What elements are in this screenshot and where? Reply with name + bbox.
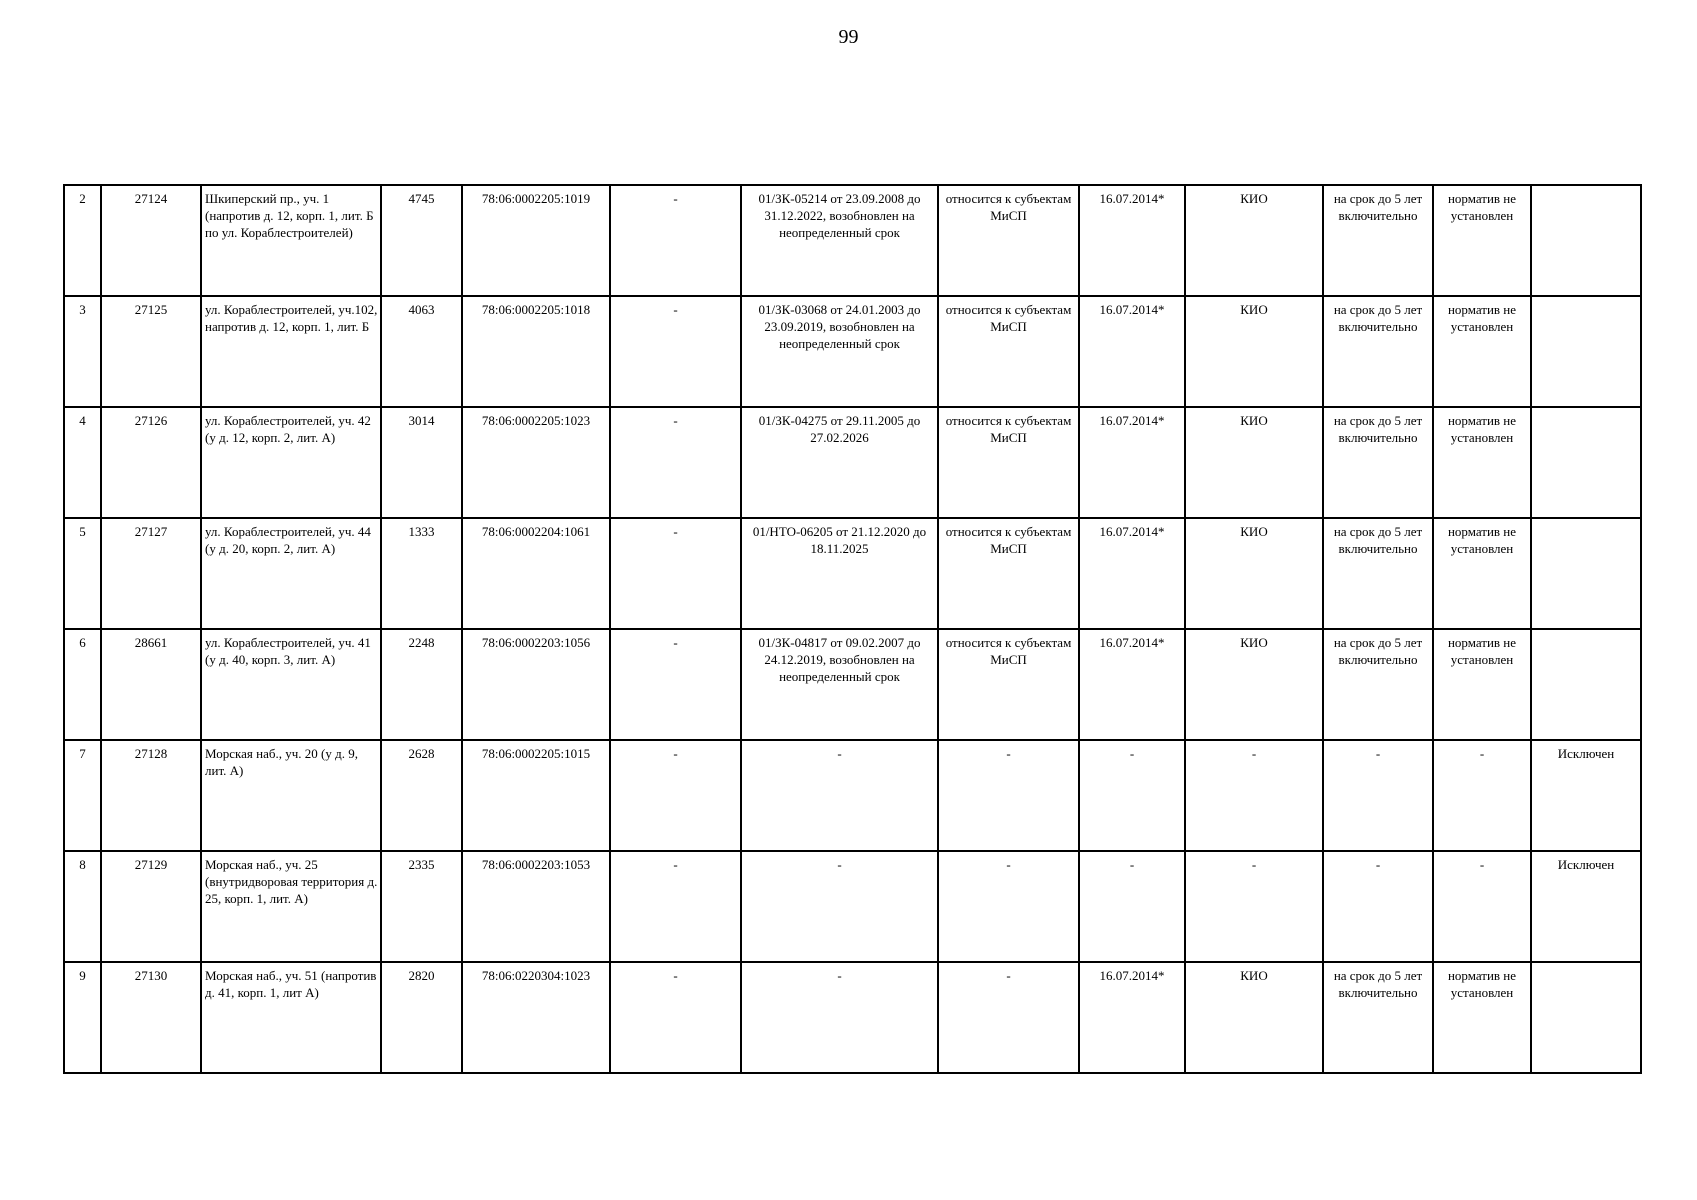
lease-agreement: - — [741, 740, 938, 851]
address: Морская наб., уч. 25 (внутридворовая территория д. 25, корп. 1, лит. А) — [201, 851, 381, 962]
inclusion-date: - — [1079, 851, 1185, 962]
area: 2628 — [381, 740, 462, 851]
cadastral-number: 78:06:0220304:1023 — [462, 962, 610, 1073]
lease-term: на срок до 5 лет включительно — [1323, 518, 1433, 629]
organization: - — [1185, 740, 1323, 851]
column-6: - — [610, 185, 741, 296]
note: Исключен — [1531, 851, 1641, 962]
lease-term: на срок до 5 лет включительно — [1323, 407, 1433, 518]
cadastral-number: 78:06:0002205:1023 — [462, 407, 610, 518]
smsp-status: - — [938, 962, 1079, 1073]
column-6: - — [610, 518, 741, 629]
area: 1333 — [381, 518, 462, 629]
row-number: 3 — [64, 296, 101, 407]
smsp-status: относится к субъектам МиСП — [938, 407, 1079, 518]
cadastral-number: 78:06:0002205:1015 — [462, 740, 610, 851]
organization: КИО — [1185, 962, 1323, 1073]
organization: КИО — [1185, 629, 1323, 740]
norm: норматив не установлен — [1433, 185, 1531, 296]
lease-term: на срок до 5 лет включительно — [1323, 629, 1433, 740]
area: 2248 — [381, 629, 462, 740]
norm: - — [1433, 851, 1531, 962]
row-number: 7 — [64, 740, 101, 851]
table-row — [64, 518, 1641, 629]
cadastral-number: 78:06:0002205:1018 — [462, 296, 610, 407]
norm: норматив не установлен — [1433, 629, 1531, 740]
object-id: 27124 — [101, 185, 201, 296]
norm: норматив не установлен — [1433, 962, 1531, 1073]
table-row — [64, 740, 1641, 851]
table-row — [64, 962, 1641, 1073]
lease-agreement: 01/ЗК-04817 от 09.02.2007 до 24.12.2019, возобновлен на неопределенный срок — [741, 629, 938, 740]
area: 4745 — [381, 185, 462, 296]
column-6: - — [610, 407, 741, 518]
table-row — [64, 185, 1641, 296]
address: Морская наб., уч. 20 (у д. 9, лит. А) — [201, 740, 381, 851]
address: ул. Кораблестроителей, уч. 42 (у д. 12, корп. 2, лит. А) — [201, 407, 381, 518]
lease-agreement: - — [741, 962, 938, 1073]
area: 2335 — [381, 851, 462, 962]
area: 3014 — [381, 407, 462, 518]
object-id: 28661 — [101, 629, 201, 740]
lease-agreement: 01/ЗК-03068 от 24.01.2003 до 23.09.2019, возобновлен на неопределенный срок — [741, 296, 938, 407]
table-row — [64, 296, 1641, 407]
inclusion-date: 16.07.2014* — [1079, 296, 1185, 407]
lease-agreement: 01/ЗК-05214 от 23.09.2008 до 31.12.2022, возобновлен на неопределенный срок — [741, 185, 938, 296]
note — [1531, 962, 1641, 1073]
object-id: 27128 — [101, 740, 201, 851]
cadastral-number: 78:06:0002203:1053 — [462, 851, 610, 962]
note — [1531, 518, 1641, 629]
organization: КИО — [1185, 185, 1323, 296]
column-6: - — [610, 629, 741, 740]
address: ул. Кораблестроителей, уч.102, напротив д. 12, корп. 1, лит. Б — [201, 296, 381, 407]
inclusion-date: 16.07.2014* — [1079, 185, 1185, 296]
address: ул. Кораблестроителей, уч. 44 (у д. 20, корп. 2, лит. А) — [201, 518, 381, 629]
note: Исключен — [1531, 740, 1641, 851]
note — [1531, 296, 1641, 407]
address: Шкиперский пр., уч. 1 (напротив д. 12, корп. 1, лит. Б по ул. Кораблестроителей) — [201, 185, 381, 296]
lease-agreement: 01/ЗК-04275 от 29.11.2005 до 27.02.2026 — [741, 407, 938, 518]
lease-term: - — [1323, 740, 1433, 851]
table-row — [64, 851, 1641, 962]
smsp-status: относится к субъектам МиСП — [938, 629, 1079, 740]
row-number: 5 — [64, 518, 101, 629]
inclusion-date: - — [1079, 740, 1185, 851]
object-id: 27125 — [101, 296, 201, 407]
note — [1531, 629, 1641, 740]
row-number: 9 — [64, 962, 101, 1073]
note — [1531, 407, 1641, 518]
column-6: - — [610, 740, 741, 851]
lease-term: на срок до 5 лет включительно — [1323, 296, 1433, 407]
area: 2820 — [381, 962, 462, 1073]
row-number: 6 — [64, 629, 101, 740]
table-row — [64, 629, 1641, 740]
inclusion-date: 16.07.2014* — [1079, 962, 1185, 1073]
inclusion-date: 16.07.2014* — [1079, 407, 1185, 518]
page-number: 99 — [838, 26, 859, 48]
smsp-status: относится к субъектам МиСП — [938, 518, 1079, 629]
cadastral-number: 78:06:0002205:1019 — [462, 185, 610, 296]
lease-agreement: 01/НТО-06205 от 21.12.2020 до 18.11.2025 — [741, 518, 938, 629]
land-plot-table — [63, 184, 1642, 1074]
row-number: 4 — [64, 407, 101, 518]
smsp-status: относится к субъектам МиСП — [938, 296, 1079, 407]
organization: - — [1185, 851, 1323, 962]
smsp-status: относится к субъектам МиСП — [938, 185, 1079, 296]
column-6: - — [610, 851, 741, 962]
object-id: 27126 — [101, 407, 201, 518]
organization: КИО — [1185, 518, 1323, 629]
smsp-status: - — [938, 851, 1079, 962]
norm: норматив не установлен — [1433, 518, 1531, 629]
row-number: 8 — [64, 851, 101, 962]
object-id: 27127 — [101, 518, 201, 629]
row-number: 2 — [64, 185, 101, 296]
address: Морская наб., уч. 51 (напротив д. 41, корп. 1, лит А) — [201, 962, 381, 1073]
organization: КИО — [1185, 296, 1323, 407]
cadastral-number: 78:06:0002203:1056 — [462, 629, 610, 740]
note — [1531, 185, 1641, 296]
organization: КИО — [1185, 407, 1323, 518]
norm: норматив не установлен — [1433, 296, 1531, 407]
lease-term: на срок до 5 лет включительно — [1323, 962, 1433, 1073]
norm: - — [1433, 740, 1531, 851]
object-id: 27130 — [101, 962, 201, 1073]
table-row — [64, 407, 1641, 518]
column-6: - — [610, 962, 741, 1073]
inclusion-date: 16.07.2014* — [1079, 629, 1185, 740]
lease-term: - — [1323, 851, 1433, 962]
cadastral-number: 78:06:0002204:1061 — [462, 518, 610, 629]
lease-term: на срок до 5 лет включительно — [1323, 185, 1433, 296]
norm: норматив не установлен — [1433, 407, 1531, 518]
column-6: - — [610, 296, 741, 407]
lease-agreement: - — [741, 851, 938, 962]
address: ул. Кораблестроителей, уч. 41 (у д. 40, корп. 3, лит. А) — [201, 629, 381, 740]
area: 4063 — [381, 296, 462, 407]
smsp-status: - — [938, 740, 1079, 851]
object-id: 27129 — [101, 851, 201, 962]
inclusion-date: 16.07.2014* — [1079, 518, 1185, 629]
